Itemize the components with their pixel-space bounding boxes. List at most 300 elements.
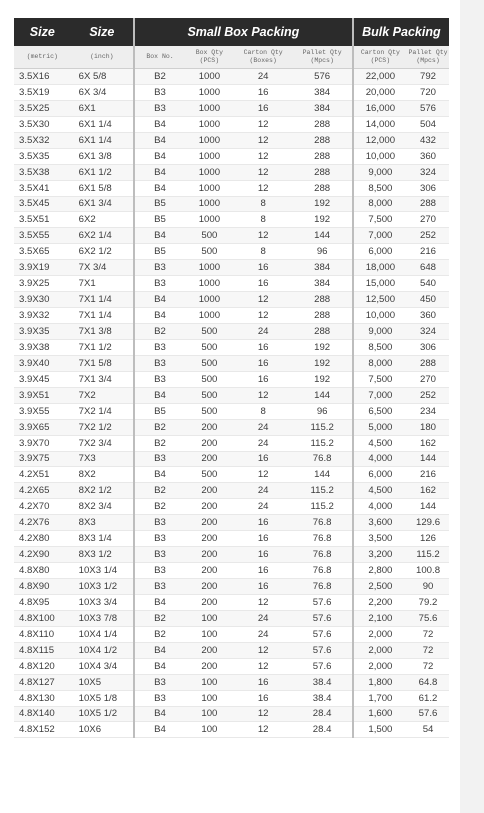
carton-qty-cell: 24	[234, 626, 293, 642]
inch-size-cell: 8X3 1/4	[71, 531, 134, 547]
table-row	[14, 387, 449, 403]
metric-size-cell: 3.5X51	[14, 212, 71, 228]
box-qty-cell: 500	[185, 467, 234, 483]
pallet-qty-cell: 288	[293, 324, 353, 340]
pallet-qty-cell: 28.4	[293, 706, 353, 722]
pallet-qty-cell: 76.8	[293, 531, 353, 547]
table-row	[14, 292, 449, 308]
inch-size-cell: 7X3	[71, 451, 134, 467]
table-row	[14, 276, 449, 292]
carton-qty-cell: 12	[234, 722, 293, 738]
bulk-carton-qty-cell: 6,000	[353, 244, 407, 260]
box-qty-cell: 200	[185, 658, 234, 674]
table-row	[14, 706, 449, 722]
box-no-cell: B4	[134, 308, 185, 324]
bulk-pallet-qty-cell: 115.2	[407, 547, 449, 563]
bulk-carton-qty-cell: 2,000	[353, 658, 407, 674]
box-qty-cell: 1000	[185, 260, 234, 276]
table-row	[14, 626, 449, 642]
inch-size-cell: 6X1 3/4	[71, 196, 134, 212]
inch-size-cell: 6X2 1/2	[71, 244, 134, 260]
bulk-carton-qty-cell: 12,500	[353, 292, 407, 308]
carton-qty-cell: 12	[234, 467, 293, 483]
inch-size-cell: 8X2 3/4	[71, 499, 134, 515]
inch-size-cell: 7X1 5/8	[71, 355, 134, 371]
bulk-pallet-qty-cell: 270	[407, 212, 449, 228]
metric-size-cell: 3.5X65	[14, 244, 71, 260]
metric-size-cell: 3.9X19	[14, 260, 71, 276]
inch-size-cell: 10X3 3/4	[71, 594, 134, 610]
box-qty-cell: 200	[185, 451, 234, 467]
table-row	[14, 531, 449, 547]
carton-qty-cell: 16	[234, 531, 293, 547]
pallet-qty-cell: 192	[293, 371, 353, 387]
metric-size-cell: 4.8X110	[14, 626, 71, 642]
carton-qty-cell: 24	[234, 610, 293, 626]
box-no-cell: B3	[134, 84, 185, 100]
bulk-pallet-qty-cell: 360	[407, 148, 449, 164]
bulk-carton-qty-cell: 10,000	[353, 308, 407, 324]
inch-size-cell: 7X1	[71, 276, 134, 292]
bulk-carton-qty-cell: 2,800	[353, 563, 407, 579]
bulk-carton-qty-cell: 8,000	[353, 355, 407, 371]
pallet-qty-cell: 96	[293, 244, 353, 260]
table-row	[14, 180, 449, 196]
bulk-pallet-qty-cell: 100.8	[407, 563, 449, 579]
table-row	[14, 164, 449, 180]
carton-qty-cell: 8	[234, 196, 293, 212]
table-row	[14, 196, 449, 212]
bulk-pallet-qty-cell: 75.6	[407, 610, 449, 626]
inch-size-cell: 6X 5/8	[71, 69, 134, 85]
box-no-cell: B4	[134, 132, 185, 148]
carton-qty-cell: 8	[234, 212, 293, 228]
box-no-cell: B3	[134, 563, 185, 579]
inch-size-cell: 8X2	[71, 467, 134, 483]
bulk-pallet-qty-cell: 162	[407, 435, 449, 451]
box-qty-cell: 1000	[185, 148, 234, 164]
box-no-cell: B2	[134, 419, 185, 435]
box-qty-cell: 1000	[185, 180, 234, 196]
inch-size-cell: 6X1	[71, 100, 134, 116]
metric-size-cell: 3.9X75	[14, 451, 71, 467]
inch-size-cell: 10X5 1/8	[71, 690, 134, 706]
carton-qty-cell: 24	[234, 499, 293, 515]
table-row	[14, 658, 449, 674]
inch-size-cell: 7X2	[71, 387, 134, 403]
header-bulk-packing: Bulk Packing	[353, 18, 449, 46]
subheader-pallet-qty: Pallet Qty (Mpcs)	[293, 46, 353, 69]
bulk-pallet-qty-cell: 648	[407, 260, 449, 276]
metric-size-cell: 4.8X152	[14, 722, 71, 738]
inch-size-cell: 10X3 1/2	[71, 579, 134, 595]
inch-size-cell: 7X1 1/4	[71, 292, 134, 308]
bulk-pallet-qty-cell: 432	[407, 132, 449, 148]
pallet-qty-cell: 288	[293, 164, 353, 180]
pallet-qty-cell: 288	[293, 132, 353, 148]
bulk-carton-qty-cell: 2,500	[353, 579, 407, 595]
metric-size-cell: 3.9X45	[14, 371, 71, 387]
box-no-cell: B2	[134, 483, 185, 499]
inch-size-cell: 6X1 5/8	[71, 180, 134, 196]
metric-size-cell: 4.8X115	[14, 642, 71, 658]
table-row	[14, 547, 449, 563]
pallet-qty-cell: 144	[293, 228, 353, 244]
box-qty-cell: 100	[185, 674, 234, 690]
inch-size-cell: 7X2 3/4	[71, 435, 134, 451]
box-qty-cell: 1000	[185, 132, 234, 148]
box-no-cell: B3	[134, 690, 185, 706]
inch-size-cell: 10X4 1/4	[71, 626, 134, 642]
inch-size-cell: 10X3 7/8	[71, 610, 134, 626]
inch-size-cell: 8X3	[71, 515, 134, 531]
box-qty-cell: 100	[185, 626, 234, 642]
carton-qty-cell: 16	[234, 690, 293, 706]
box-no-cell: B3	[134, 547, 185, 563]
bulk-carton-qty-cell: 15,000	[353, 276, 407, 292]
pallet-qty-cell: 192	[293, 212, 353, 228]
bulk-carton-qty-cell: 1,700	[353, 690, 407, 706]
bulk-pallet-qty-cell: 129.6	[407, 515, 449, 531]
metric-size-cell: 3.9X40	[14, 355, 71, 371]
metric-size-cell: 4.8X90	[14, 579, 71, 595]
bulk-pallet-qty-cell: 288	[407, 355, 449, 371]
box-no-cell: B4	[134, 706, 185, 722]
pallet-qty-cell: 57.6	[293, 642, 353, 658]
pallet-qty-cell: 384	[293, 100, 353, 116]
bulk-pallet-qty-cell: 144	[407, 499, 449, 515]
table-row	[14, 84, 449, 100]
metric-size-cell: 3.5X30	[14, 116, 71, 132]
bulk-carton-qty-cell: 4,500	[353, 483, 407, 499]
box-qty-cell: 200	[185, 594, 234, 610]
bulk-carton-qty-cell: 5,000	[353, 419, 407, 435]
table-row	[14, 69, 449, 85]
metric-size-cell: 3.5X55	[14, 228, 71, 244]
metric-size-cell: 3.9X51	[14, 387, 71, 403]
metric-size-cell: 3.5X38	[14, 164, 71, 180]
metric-size-cell: 3.9X35	[14, 324, 71, 340]
bulk-carton-qty-cell: 4,500	[353, 435, 407, 451]
box-no-cell: B2	[134, 324, 185, 340]
box-qty-cell: 200	[185, 483, 234, 499]
box-qty-cell: 1000	[185, 308, 234, 324]
metric-size-cell: 3.9X30	[14, 292, 71, 308]
carton-qty-cell: 16	[234, 674, 293, 690]
inch-size-cell: 6X2	[71, 212, 134, 228]
box-no-cell: B4	[134, 642, 185, 658]
carton-qty-cell: 16	[234, 355, 293, 371]
carton-qty-cell: 16	[234, 276, 293, 292]
bulk-carton-qty-cell: 6,000	[353, 467, 407, 483]
inch-size-cell: 6X1 1/2	[71, 164, 134, 180]
table-row	[14, 403, 449, 419]
table-row	[14, 308, 449, 324]
carton-qty-cell: 16	[234, 371, 293, 387]
box-no-cell: B3	[134, 276, 185, 292]
pallet-qty-cell: 38.4	[293, 690, 353, 706]
inch-size-cell: 7X1 1/2	[71, 339, 134, 355]
carton-qty-cell: 12	[234, 658, 293, 674]
header-size-inch: Size	[71, 18, 134, 46]
box-qty-cell: 500	[185, 403, 234, 419]
carton-qty-cell: 12	[234, 642, 293, 658]
bulk-pallet-qty-cell: 324	[407, 164, 449, 180]
pallet-qty-cell: 76.8	[293, 515, 353, 531]
table-row	[14, 132, 449, 148]
box-no-cell: B3	[134, 100, 185, 116]
carton-qty-cell: 12	[234, 292, 293, 308]
bulk-carton-qty-cell: 9,000	[353, 164, 407, 180]
table-row	[14, 579, 449, 595]
carton-qty-cell: 24	[234, 435, 293, 451]
box-no-cell: B3	[134, 371, 185, 387]
carton-qty-cell: 12	[234, 594, 293, 610]
pallet-qty-cell: 115.2	[293, 435, 353, 451]
bulk-pallet-qty-cell: 54	[407, 722, 449, 738]
pallet-qty-cell: 192	[293, 339, 353, 355]
box-no-cell: B3	[134, 531, 185, 547]
metric-size-cell: 3.5X41	[14, 180, 71, 196]
pallet-qty-cell: 192	[293, 196, 353, 212]
box-qty-cell: 1000	[185, 196, 234, 212]
metric-size-cell: 3.5X16	[14, 69, 71, 85]
carton-qty-cell: 16	[234, 84, 293, 100]
metric-size-cell: 3.9X65	[14, 419, 71, 435]
bulk-carton-qty-cell: 22,000	[353, 69, 407, 85]
box-no-cell: B4	[134, 228, 185, 244]
box-no-cell: B4	[134, 387, 185, 403]
inch-size-cell: 10X5 1/2	[71, 706, 134, 722]
inch-size-cell: 8X2 1/2	[71, 483, 134, 499]
carton-qty-cell: 24	[234, 324, 293, 340]
box-no-cell: B4	[134, 658, 185, 674]
bulk-pallet-qty-cell: 72	[407, 642, 449, 658]
box-no-cell: B2	[134, 626, 185, 642]
metric-size-cell: 4.2X90	[14, 547, 71, 563]
bulk-pallet-qty-cell: 270	[407, 371, 449, 387]
pallet-qty-cell: 115.2	[293, 483, 353, 499]
bulk-pallet-qty-cell: 576	[407, 100, 449, 116]
pallet-qty-cell: 57.6	[293, 610, 353, 626]
bulk-pallet-qty-cell: 450	[407, 292, 449, 308]
bulk-pallet-qty-cell: 57.6	[407, 706, 449, 722]
metric-size-cell: 4.8X130	[14, 690, 71, 706]
pallet-qty-cell: 384	[293, 276, 353, 292]
pallet-qty-cell: 28.4	[293, 722, 353, 738]
bulk-carton-qty-cell: 7,500	[353, 371, 407, 387]
carton-qty-cell: 24	[234, 483, 293, 499]
carton-qty-cell: 12	[234, 180, 293, 196]
bulk-carton-qty-cell: 12,000	[353, 132, 407, 148]
packing-table	[14, 18, 449, 738]
bulk-pallet-qty-cell: 79.2	[407, 594, 449, 610]
table-row	[14, 690, 449, 706]
table-row	[14, 610, 449, 626]
table-row	[14, 499, 449, 515]
subheader-inch: (inch)	[71, 46, 134, 69]
bulk-carton-qty-cell: 2,200	[353, 594, 407, 610]
pallet-qty-cell: 576	[293, 69, 353, 85]
bulk-carton-qty-cell: 1,600	[353, 706, 407, 722]
bulk-carton-qty-cell: 4,000	[353, 451, 407, 467]
bulk-pallet-qty-cell: 504	[407, 116, 449, 132]
bulk-carton-qty-cell: 6,500	[353, 403, 407, 419]
metric-size-cell: 3.5X35	[14, 148, 71, 164]
metric-size-cell: 3.5X19	[14, 84, 71, 100]
box-no-cell: B4	[134, 148, 185, 164]
carton-qty-cell: 16	[234, 100, 293, 116]
pallet-qty-cell: 144	[293, 387, 353, 403]
bulk-carton-qty-cell: 2,000	[353, 626, 407, 642]
inch-size-cell: 7X1 3/4	[71, 371, 134, 387]
bulk-carton-qty-cell: 1,500	[353, 722, 407, 738]
bulk-carton-qty-cell: 7,000	[353, 387, 407, 403]
carton-qty-cell: 12	[234, 116, 293, 132]
box-qty-cell: 200	[185, 499, 234, 515]
metric-size-cell: 4.8X120	[14, 658, 71, 674]
box-no-cell: B3	[134, 515, 185, 531]
box-qty-cell: 500	[185, 387, 234, 403]
box-no-cell: B3	[134, 674, 185, 690]
bulk-carton-qty-cell: 14,000	[353, 116, 407, 132]
bulk-carton-qty-cell: 3,500	[353, 531, 407, 547]
inch-size-cell: 6X1 3/8	[71, 148, 134, 164]
box-no-cell: B4	[134, 164, 185, 180]
box-qty-cell: 100	[185, 706, 234, 722]
metric-size-cell: 3.5X45	[14, 196, 71, 212]
box-qty-cell: 500	[185, 244, 234, 260]
box-no-cell: B4	[134, 467, 185, 483]
box-no-cell: B2	[134, 69, 185, 85]
carton-qty-cell: 24	[234, 69, 293, 85]
inch-size-cell: 10X4 1/2	[71, 642, 134, 658]
subheader-box-no: Box No.	[134, 46, 185, 69]
carton-qty-cell: 24	[234, 419, 293, 435]
inch-size-cell: 10X4 3/4	[71, 658, 134, 674]
inch-size-cell: 7X2 1/2	[71, 419, 134, 435]
table-row	[14, 228, 449, 244]
metric-size-cell: 4.2X70	[14, 499, 71, 515]
bulk-pallet-qty-cell: 162	[407, 483, 449, 499]
table-row	[14, 594, 449, 610]
box-no-cell: B5	[134, 244, 185, 260]
bulk-pallet-qty-cell: 306	[407, 339, 449, 355]
carton-qty-cell: 16	[234, 260, 293, 276]
box-qty-cell: 200	[185, 531, 234, 547]
box-qty-cell: 1000	[185, 116, 234, 132]
box-no-cell: B5	[134, 196, 185, 212]
box-qty-cell: 1000	[185, 292, 234, 308]
bulk-pallet-qty-cell: 288	[407, 196, 449, 212]
pallet-qty-cell: 384	[293, 260, 353, 276]
table-body	[14, 69, 449, 738]
table-row	[14, 483, 449, 499]
pallet-qty-cell: 384	[293, 84, 353, 100]
carton-qty-cell: 12	[234, 387, 293, 403]
pallet-qty-cell: 76.8	[293, 547, 353, 563]
table-row	[14, 722, 449, 738]
pallet-qty-cell: 288	[293, 116, 353, 132]
side-panel	[460, 0, 484, 813]
bulk-pallet-qty-cell: 306	[407, 180, 449, 196]
box-qty-cell: 100	[185, 722, 234, 738]
metric-size-cell: 4.8X127	[14, 674, 71, 690]
box-no-cell: B4	[134, 292, 185, 308]
pallet-qty-cell: 57.6	[293, 626, 353, 642]
subheader-bulk-carton-qty: Carton Qty (PCS)	[353, 46, 407, 69]
box-qty-cell: 200	[185, 642, 234, 658]
box-qty-cell: 200	[185, 419, 234, 435]
bulk-carton-qty-cell: 10,000	[353, 148, 407, 164]
box-no-cell: B3	[134, 355, 185, 371]
table-row	[14, 451, 449, 467]
bulk-carton-qty-cell: 18,000	[353, 260, 407, 276]
table-row	[14, 515, 449, 531]
pallet-qty-cell: 288	[293, 148, 353, 164]
pallet-qty-cell: 76.8	[293, 563, 353, 579]
pallet-qty-cell: 38.4	[293, 674, 353, 690]
box-qty-cell: 1000	[185, 164, 234, 180]
bulk-pallet-qty-cell: 324	[407, 324, 449, 340]
pallet-qty-cell: 115.2	[293, 419, 353, 435]
bulk-carton-qty-cell: 9,000	[353, 324, 407, 340]
box-qty-cell: 100	[185, 610, 234, 626]
table-row	[14, 371, 449, 387]
bulk-pallet-qty-cell: 72	[407, 658, 449, 674]
bulk-carton-qty-cell: 8,000	[353, 196, 407, 212]
pallet-qty-cell: 57.6	[293, 594, 353, 610]
bulk-carton-qty-cell: 8,500	[353, 339, 407, 355]
box-qty-cell: 1000	[185, 276, 234, 292]
pallet-qty-cell: 288	[293, 292, 353, 308]
subheader-row	[14, 46, 449, 69]
box-qty-cell: 500	[185, 371, 234, 387]
table-row	[14, 419, 449, 435]
packing-table-container	[14, 18, 449, 738]
table-row	[14, 100, 449, 116]
box-qty-cell: 500	[185, 324, 234, 340]
table-row	[14, 260, 449, 276]
pallet-qty-cell: 76.8	[293, 451, 353, 467]
box-qty-cell: 200	[185, 435, 234, 451]
carton-qty-cell: 12	[234, 706, 293, 722]
box-no-cell: B4	[134, 722, 185, 738]
metric-size-cell: 3.9X70	[14, 435, 71, 451]
bulk-pallet-qty-cell: 234	[407, 403, 449, 419]
box-qty-cell: 200	[185, 547, 234, 563]
bulk-carton-qty-cell: 20,000	[353, 84, 407, 100]
inch-size-cell: 7X2 1/4	[71, 403, 134, 419]
box-qty-cell: 500	[185, 355, 234, 371]
pallet-qty-cell: 144	[293, 467, 353, 483]
box-no-cell: B3	[134, 579, 185, 595]
box-no-cell: B2	[134, 499, 185, 515]
carton-qty-cell: 16	[234, 339, 293, 355]
box-no-cell: B3	[134, 451, 185, 467]
box-qty-cell: 500	[185, 228, 234, 244]
table-row	[14, 674, 449, 690]
pallet-qty-cell: 115.2	[293, 499, 353, 515]
inch-size-cell: 10X6	[71, 722, 134, 738]
pallet-qty-cell: 76.8	[293, 579, 353, 595]
metric-size-cell: 4.2X76	[14, 515, 71, 531]
metric-size-cell: 4.2X80	[14, 531, 71, 547]
bulk-carton-qty-cell: 3,200	[353, 547, 407, 563]
carton-qty-cell: 8	[234, 403, 293, 419]
bulk-pallet-qty-cell: 252	[407, 387, 449, 403]
metric-size-cell: 3.9X25	[14, 276, 71, 292]
